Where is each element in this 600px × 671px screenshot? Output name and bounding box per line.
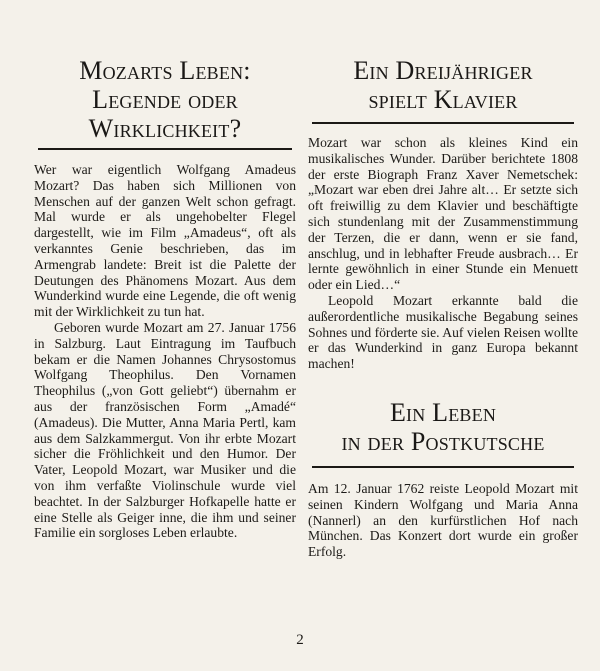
heading-ein-leben: [308, 398, 578, 456]
heading-mozarts-leben: [34, 56, 296, 143]
paragraph: Wer war eigentlich Wolfgang Amadeus Mozart? Das haben sich Millionen von Menschen auf der ganzen Welt schon gefragt. Mal wurde er als ungehobelter Flegel dargestellt, wie im Film „Amadeus“, oft als verkanntes Genie beschrieben, das im Armengrab landete: Breit ist die Palette der Deutungen des Phänomens Mozart. Aus dem Wunderkind wurde eine Legende, die oft wenig mit der Wirklichkeit zu tun hat.: [34, 162, 296, 320]
paragraph: Mozart war schon als kleines Kind ein musikalisches Wunder. Darüber berichtete 1808 der erste Biograph Franz Xaver Nemetschek: „Mozart war eben drei Jahre alt… Er setzte sich oft freiwillig zu dem Klavier und beschäftigte sich stundenlang mit der Zusammenstimmung der Terzen, die er dann, wenn er sie fand, anschlug, und in lebhafter Freude ausbrach… Er lernte gewöhnlich in einer Stunde ein Menuett oder ein Lied…“: [308, 135, 578, 293]
heading-line: Legende oder: [92, 85, 238, 114]
page-number: 2: [296, 632, 304, 648]
paragraph: Geboren wurde Mozart am 27. Januar 1756 in Salzburg. Laut Eintragung im Taufbuch bekam er die Namen Johannes Chrysostomus Wolfgang Theophilus. Den Vornamen Theophilus („von Gott geliebt“) übernahm er aus der französischen Form „Amadé“ (Amadeus). Die Mutter, Anna Maria Pertl, kam aus dem Salzkammergut. Von ihr erbte Mozart sicher die Fröhlichkeit und den Humor. Der Vater, Leopold Mozart, war Musiker und die von ihm verfaßte Violinschule wurde viel beachtet. In der Salzburger Hofkapelle hatte er eine Stelle als Geiger inne, die ihm und seiner Familie ein sorgloses Leben erlaubte.: [34, 319, 296, 541]
heading-line: Mozarts Leben:: [79, 56, 251, 85]
heading-rule: [38, 148, 292, 150]
paragraph: Leopold Mozart erkannte bald die außerordentliche musikalische Begabung seines Sohnes und förderte sie. Auf vielen Reisen wollte er das Wunderkind in ganz Europa bekannt machen!: [308, 292, 578, 372]
heading-rule: [312, 466, 574, 468]
left-column: [34, 42, 296, 541]
heading-line: Ein Dreijähriger: [353, 56, 533, 85]
heading-rule: [312, 122, 574, 124]
paragraph: Am 12. Januar 1762 reiste Leopold Mozart mit seinen Kindern Wolfgang und Maria Anna (Nannerl) an den kurfürstlichen Hof nach München. Das Konzert dort wurde ein großer Erfolg.: [308, 480, 578, 560]
heading-line: spielt Klavier: [368, 85, 518, 114]
heading-ein-dreijaehriger: [308, 56, 578, 114]
right-column: [308, 42, 578, 560]
heading-line: Wirklichkeit?: [88, 114, 242, 143]
heading-line: Ein Leben: [389, 397, 497, 427]
heading-line: in der Postkutsche: [341, 426, 545, 456]
